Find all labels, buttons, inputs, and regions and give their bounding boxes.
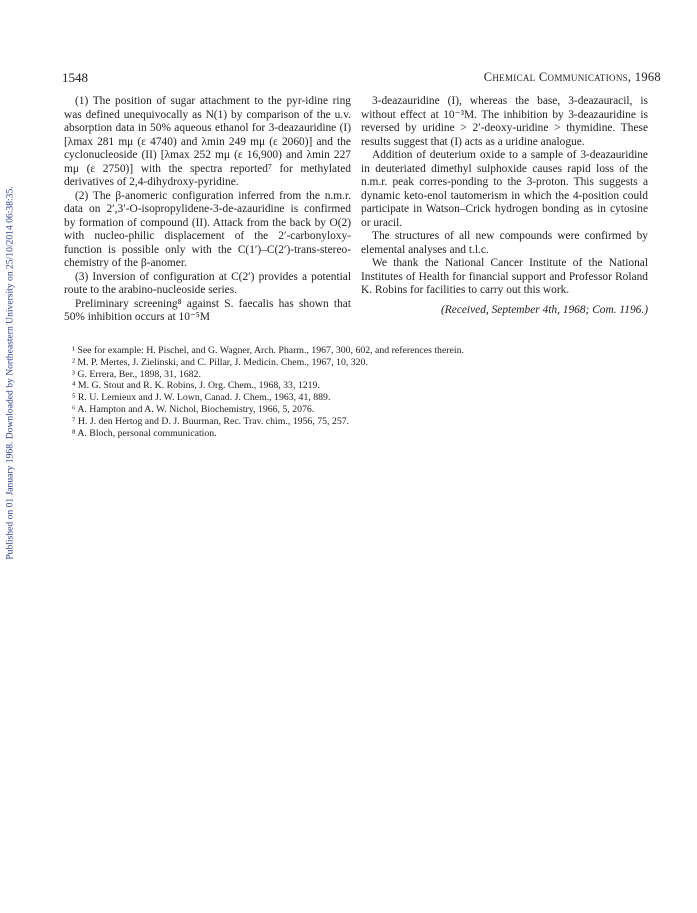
paragraph: Preliminary screening⁸ against S. faecalis has shown that 50% inhibition occurs at 10⁻⁵M: [64, 297, 351, 323]
page-number: 1548: [62, 70, 88, 85]
footnote: ⁴ M. G. Stout and R. K. Robins, J. Org. Chem., 1968, 33, 1219.: [72, 380, 320, 392]
paragraph: Addition of deuterium oxide to a sample of 3-deazauridine in deuteriated dimethyl sulphoxide causes rapid loss of the n.m.r. peak corres-ponding to the 3-proton. This suggests a dynamic keto-enol tautomerism in which the 4-position could participate in Watson–Crick hydrogen bonding as in cytosine or uracil.: [361, 149, 648, 229]
footnote: ⁷ H. J. den Hertog and D. J. Buurman, Rec. Trav. chim., 1956, 75, 257.: [72, 415, 350, 427]
right-column: [361, 95, 648, 317]
journal-title: Chemical Communications, 1968: [483, 70, 661, 84]
paragraph: (1) The position of sugar attachment to the pyr-idine ring was defined unequivocally as N(1) by comparison of the u.v. absorption data in 50% aqueous ethanol for 3-deazauridine (I) [λmax 281 mμ (ε 4740) and λmin 249 mμ (ε 2060)] and the cyclonucleoside (II) [λmax 252 mμ (ε 16,900) and λmin 227 mμ (ε 2750)] with the spectra reported⁷ for methylated derivatives of 2,4-dihydroxy-pyridine.: [64, 95, 351, 188]
paragraph: We thank the National Cancer Institute of the National Institutes of Health for financial support and Professor Roland K. Robins for facilities to carry out this work.: [361, 257, 648, 296]
paragraph: The structures of all new compounds were confirmed by elemental analyses and t.l.c.: [361, 230, 648, 256]
footnote: ³ G. Errera, Ber., 1898, 31, 1682.: [72, 368, 201, 380]
footnote: ⁸ A. Bloch, personal communication.: [72, 427, 217, 439]
paragraph: (3) Inversion of configuration at C(2′) provides a potential route to the arabino-nucleoside series.: [64, 270, 351, 296]
footnote: ² M. P. Mertes, J. Zielinski, and C. Pillar, J. Medicin. Chem., 1967, 10, 320.: [72, 356, 368, 368]
left-column: [64, 95, 351, 325]
download-stamp: [3, 148, 17, 598]
footnotes: [64, 345, 654, 439]
received-date: (Received, September 4th, 1968; Com. 1196.): [441, 303, 648, 316]
paragraph: 3-deazauridine (I), whereas the base, 3-deazauracil, is without effect at 10⁻³M. The inhibition by 3-deazauridine is reversed by uridine > 2′-deoxy-uridine > thymidine. These results suggest that (I) acts as a uridine analogue.: [361, 95, 648, 148]
footnote: ⁶ A. Hampton and A. W. Nichol, Biochemistry, 1966, 5, 2076.: [72, 403, 315, 415]
download-stamp-text: Published on 01 January 1968. Downloaded by Northeastern University on 25/10/2014 06:38:35.: [4, 186, 16, 560]
footnote: ⁵ R. U. Lemieux and J. W. Lown, Canad. J. Chem., 1963, 41, 889.: [72, 392, 331, 404]
footnote: ¹ See for example: H. Pischel, and G. Wagner, Arch. Pharm., 1967, 300, 602, and references therein.: [72, 345, 464, 356]
paragraph: (2) The β-anomeric configuration inferred from the n.m.r. data on 2′,3′-O-isopropylidene-3-de-azauridine is confirmed by formation of compound (II). Attack from the back by O(2) with nucleo-philic displacement of the 2′-carbonyloxy-function is possible only with the C(1′)–C(2′)-trans-stereo-chemistry of the β-anomer.: [64, 189, 351, 269]
